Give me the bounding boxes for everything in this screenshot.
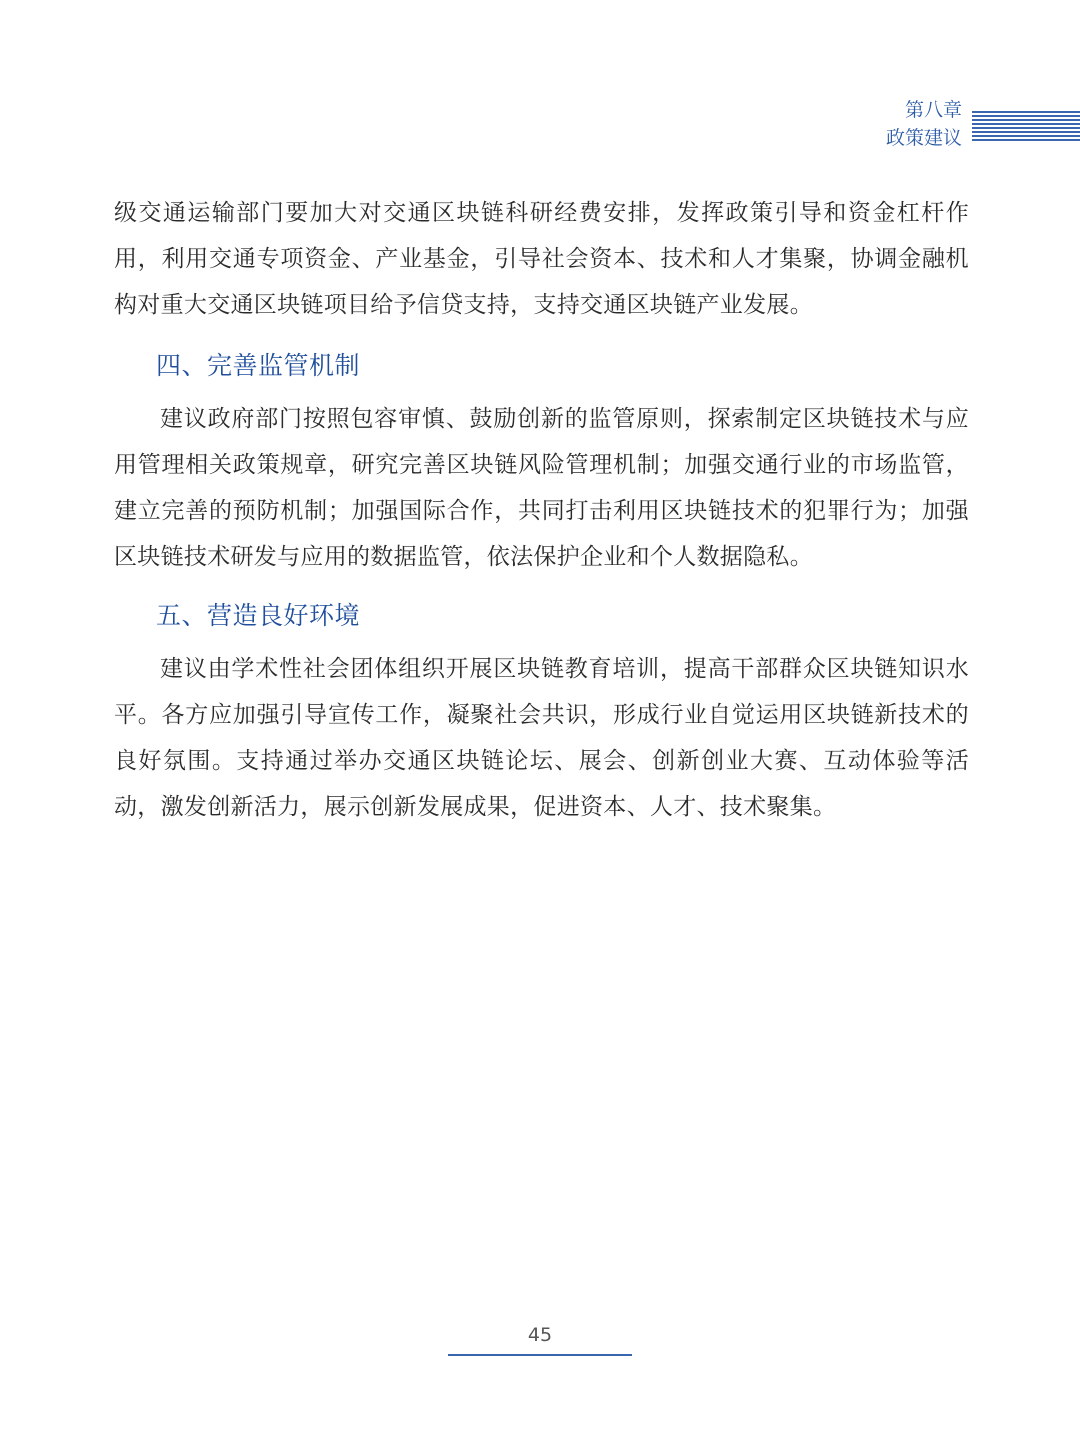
section-heading-5: 五、营造良好环境 <box>156 601 361 630</box>
section-5-paragraph <box>114 646 969 830</box>
paragraph-text: 建议由学术性社会团体组织开展区块链教育培训，提高干部群众区块链知识水平。各方应加强引导宣传工作，凝聚社会共识，形成行业自觉运用区块链新技术的良好氛围。支持通过举办交通区块链论坛、展会、创新创业大赛、互动体验等活动，激发创新活力，展示创新发展成果，促进资本、人才、技术聚集。 <box>114 656 969 820</box>
section-4-paragraph <box>114 396 969 580</box>
header-decorative-lines <box>972 111 1080 141</box>
page-number: 45 <box>527 1324 553 1346</box>
footer-divider <box>448 1354 632 1356</box>
paragraph-text: 建议政府部门按照包容审慎、鼓励创新的监管原则，探索制定区块链技术与应用管理相关政策规章，研究完善区块链风险管理机制；加强交通行业的市场监管，建立完善的预防机制；加强国际合作，共同打击利用区块链技术的犯罪行为；加强区块链技术研发与应用的数据监管，依法保护企业和个人数据隐私。 <box>114 406 969 570</box>
paragraph-text: 级交通运输部门要加大对交通区块链科研经费安排，发挥政策引导和资金杠杆作用，利用交通专项资金、产业基金，引导社会资本、技术和人才集聚，协调金融机构对重大交通区块链项目给予信贷支持，支持交通区块链产业发展。 <box>114 200 969 318</box>
chapter-label <box>886 96 962 152</box>
chapter-header <box>840 96 1080 156</box>
continuation-paragraph <box>114 190 969 328</box>
chapter-number: 第八章 <box>904 99 962 121</box>
section-heading-4: 四、完善监管机制 <box>156 351 361 380</box>
chapter-title: 政策建议 <box>885 127 962 149</box>
